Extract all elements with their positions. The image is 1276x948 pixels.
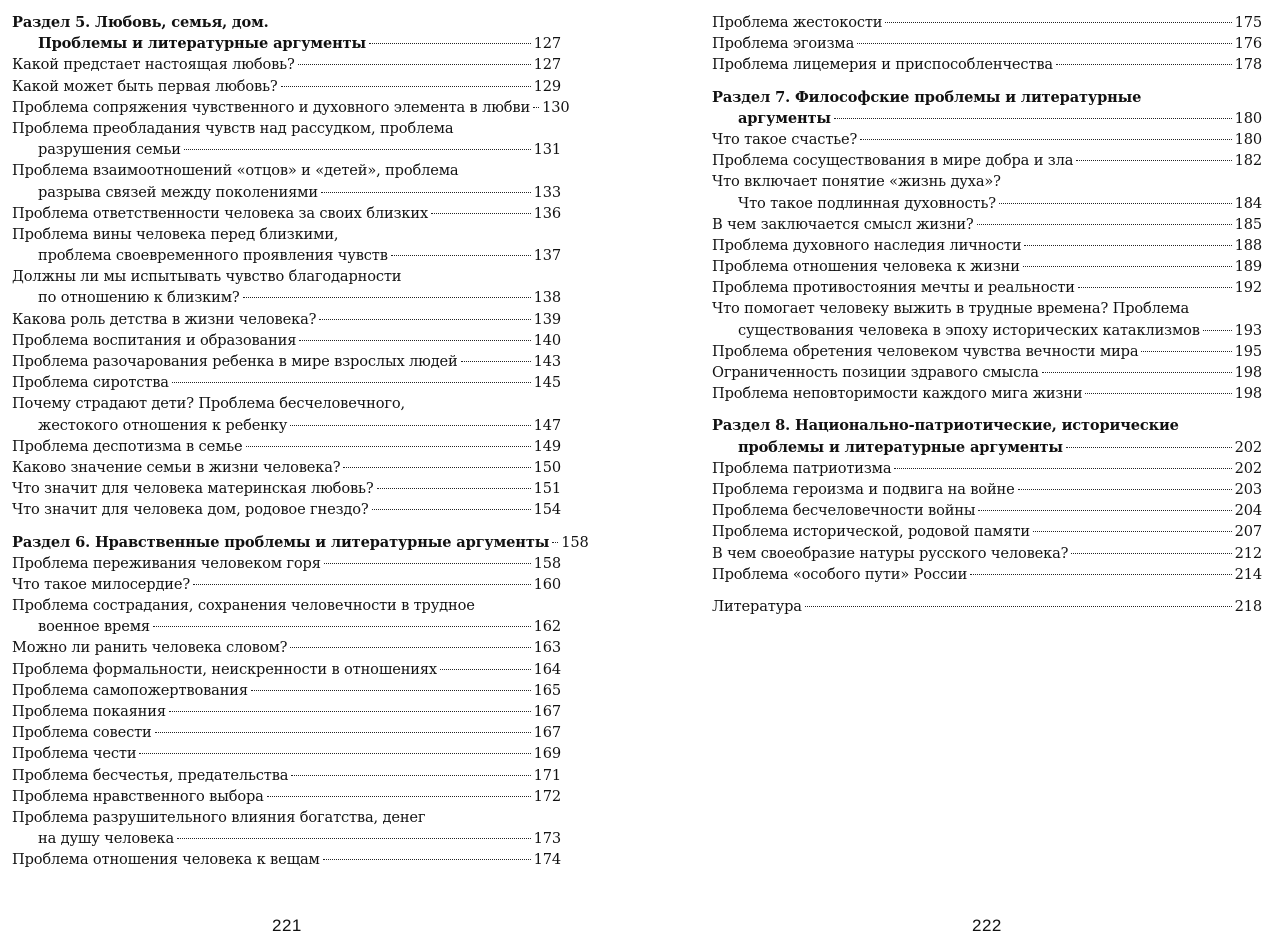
- toc-entry-title: Проблема совести: [12, 724, 152, 742]
- toc-entry-title: Что значит для человека материнская любовь?: [12, 480, 374, 498]
- toc-page-number: 182: [1234, 152, 1262, 170]
- toc-entry-title: Что значит для человека дом, родовое гнездо?: [12, 501, 369, 519]
- toc-page-number: 172: [533, 787, 561, 805]
- dot-leader: [978, 510, 1231, 511]
- toc-entry[interactable]: [12, 765, 561, 786]
- toc-entry[interactable]: [712, 362, 1262, 383]
- toc-entry[interactable]: [12, 499, 561, 520]
- toc-page-number: 164: [533, 660, 561, 678]
- toc-entry-title: Что такое подлинная духовность?: [738, 194, 996, 212]
- toc-page-number: 137: [533, 247, 561, 265]
- toc-entry-title: Проблема лицемерия и приспособленчества: [712, 56, 1053, 74]
- toc-page-number: 167: [533, 724, 561, 742]
- toc-entry-title: Проблема противостояния мечты и реальности: [712, 279, 1075, 297]
- toc-entry[interactable]: [12, 160, 561, 202]
- toc-section-heading[interactable]: [712, 87, 1262, 129]
- toc-page-number: 204: [1234, 502, 1262, 520]
- toc-entry-title: Почему страдают дети? Проблема бесчеловечного,: [12, 395, 406, 413]
- toc-entry-title: Проблема бесчестья, предательства: [12, 766, 289, 784]
- dot-leader: [1071, 553, 1231, 554]
- toc-entry-title: Проблема отношения человека к жизни: [712, 258, 1020, 276]
- toc-entry-title: Проблема исторической, родовой памяти: [712, 523, 1030, 541]
- toc-page-number: 189: [1234, 258, 1262, 276]
- toc-entry-title: Проблема формальности, неискренности в отношениях: [12, 660, 438, 678]
- toc-page-number: 193: [1234, 321, 1262, 339]
- toc-page-number: 158: [533, 554, 561, 572]
- dot-leader: [977, 224, 1232, 225]
- toc-page-number: 198: [1234, 385, 1262, 403]
- toc-entry[interactable]: [712, 543, 1262, 564]
- dot-leader: [440, 669, 531, 670]
- toc-entry-title: проблемы и литературные аргументы: [738, 438, 1063, 456]
- dot-leader: [372, 509, 531, 510]
- toc-page-number: 185: [1234, 215, 1262, 233]
- toc-entry-title: Проблема деспотизма в семье: [12, 437, 243, 455]
- dot-leader: [461, 361, 531, 362]
- toc-entry-title: разрушения семьи: [38, 141, 181, 159]
- dot-leader: [431, 213, 531, 214]
- dot-leader: [1078, 287, 1232, 288]
- toc-page-number: 188: [1234, 236, 1262, 254]
- toc-entry-title: Что помогает человеку выжить в трудные времена? Проблема: [712, 300, 1190, 318]
- dot-leader: [290, 425, 530, 426]
- section-spacer: [12, 521, 561, 532]
- toc-entry-title: Проблема покаяния: [12, 703, 166, 720]
- dot-leader: [1066, 447, 1232, 448]
- toc-page-number: 180: [1234, 109, 1262, 127]
- toc-page-number: 212: [1234, 544, 1262, 562]
- toc-page-number: 145: [533, 374, 561, 392]
- toc-page-number: 133: [533, 183, 561, 201]
- toc-entry[interactable]: [12, 330, 561, 351]
- toc-entry-title: Каково значение семьи в жизни человека?: [12, 458, 341, 476]
- dot-leader: [1018, 489, 1232, 490]
- toc-entry-title: Что такое милосердие?: [12, 575, 191, 593]
- toc-entry[interactable]: [712, 150, 1262, 171]
- dot-leader: [860, 139, 1231, 140]
- dot-leader: [1085, 393, 1231, 394]
- toc-entry[interactable]: [12, 743, 561, 764]
- dot-leader: [391, 255, 531, 256]
- toc-entry[interactable]: [712, 383, 1262, 404]
- toc-entry[interactable]: [12, 76, 561, 97]
- toc-entry-title: Проблема обретения человеком чувства вечности мира: [712, 342, 1139, 360]
- toc-entry-title: Проблема чести: [12, 745, 137, 763]
- toc-page-number: 149: [533, 437, 561, 455]
- toc-entry-title: Проблема сиротства: [12, 374, 169, 392]
- toc-entry-title: Проблема переживания человеком горя: [12, 554, 321, 572]
- toc-entry[interactable]: [12, 309, 561, 330]
- toc-page-number: 207: [1234, 523, 1262, 541]
- toc-entry[interactable]: [712, 277, 1262, 298]
- dot-leader: [857, 43, 1231, 44]
- toc-entry[interactable]: [12, 574, 561, 595]
- toc-entry-title: Проблема воспитания и образования: [12, 331, 297, 349]
- toc-page-number: 198: [1234, 364, 1262, 381]
- toc-page-number: 160: [533, 575, 561, 593]
- toc-page-number: 178: [1234, 56, 1262, 74]
- dot-leader: [999, 203, 1232, 204]
- dot-leader: [169, 711, 531, 712]
- toc-entry-title: Проблема «особого пути» России: [712, 565, 968, 583]
- toc-entry-title: проблема своевременного проявления чувств: [38, 247, 388, 265]
- toc-entry[interactable]: [12, 203, 561, 224]
- toc-entry[interactable]: [12, 553, 561, 574]
- dot-leader: [1203, 330, 1232, 331]
- toc-section-heading[interactable]: [712, 415, 1262, 457]
- toc-entry-title: Что такое счастье?: [712, 130, 858, 148]
- toc-entry-title: жестокого отношения к ребенку: [38, 416, 288, 434]
- toc-page-number: 202: [1234, 459, 1262, 477]
- dot-leader: [298, 64, 531, 65]
- toc-page-number: 175: [1234, 14, 1262, 31]
- toc-entry-title: Проблема сосуществования в мире добра и зла: [712, 152, 1074, 170]
- toc-page-number: 203: [1234, 480, 1262, 498]
- toc-entry-title: Раздел 5. Любовь, семья, дом.: [12, 14, 269, 31]
- section-spacer: [712, 76, 1262, 87]
- toc-page-number: 138: [533, 289, 561, 307]
- toc-entry-title: разрыва связей между поколениями: [38, 183, 318, 201]
- toc-entry[interactable]: [712, 500, 1262, 521]
- right-page-toc: [712, 12, 1262, 617]
- dot-leader: [552, 542, 558, 543]
- toc-entry-title: на душу человека: [38, 830, 175, 848]
- toc-entry-title: В чем заключается смысл жизни?: [712, 215, 974, 233]
- toc-entry-title: Проблема взаимоотношений «отцов» и «детей», проблема: [12, 162, 459, 180]
- toc-entry[interactable]: [712, 298, 1262, 340]
- left-page-number: 221: [272, 916, 302, 935]
- toc-entry-title: Проблема самопожертвования: [12, 681, 248, 699]
- toc-page-number: 162: [533, 618, 561, 636]
- dot-leader: [251, 690, 531, 691]
- toc-entry[interactable]: [12, 224, 561, 266]
- toc-page-number: 143: [533, 353, 561, 370]
- toc-entry[interactable]: [712, 521, 1262, 542]
- toc-page-number: 163: [533, 639, 561, 657]
- dot-leader: [1042, 372, 1232, 373]
- toc-entry-title: Раздел 8. Национально-патриотические, исторические: [712, 417, 1179, 435]
- toc-page-number: 147: [533, 416, 561, 434]
- toc-entry-title: Ограниченность позиции здравого смысла: [712, 364, 1039, 381]
- toc-entry-title: Литература: [712, 597, 802, 615]
- toc-page-number: 176: [1234, 35, 1262, 53]
- toc-page-number: 218: [1234, 597, 1262, 615]
- toc-page-number: 150: [533, 458, 561, 476]
- toc-entry-title: Можно ли ранить человека словом?: [12, 639, 288, 657]
- toc-entry[interactable]: [712, 129, 1262, 150]
- toc-entry-title: Проблемы и литературные аргументы: [38, 35, 366, 53]
- toc-entry-title: Раздел 6. Нравственные проблемы и литературные аргументы: [12, 533, 550, 551]
- dot-leader: [323, 859, 531, 860]
- toc-entry[interactable]: [12, 118, 561, 160]
- toc-entry[interactable]: [12, 393, 561, 435]
- right-page-number: 222: [972, 916, 1002, 935]
- dot-leader: [299, 340, 530, 341]
- toc-entry-title: военное время: [38, 618, 150, 636]
- toc-entry[interactable]: [12, 478, 561, 499]
- toc-entry-title: Проблема отношения человека к вещам: [12, 851, 320, 869]
- toc-entry[interactable]: [712, 54, 1262, 75]
- dot-leader: [281, 86, 531, 87]
- toc-entry-title: аргументы: [738, 109, 831, 127]
- dot-leader: [894, 468, 1231, 469]
- dot-leader: [885, 22, 1231, 23]
- dot-leader: [267, 796, 531, 797]
- dot-leader: [153, 626, 531, 627]
- dot-leader: [1056, 64, 1232, 65]
- dot-leader: [243, 297, 531, 298]
- toc-entry-title: Проблема разочарования ребенка в мире взрослых людей: [12, 353, 458, 370]
- toc-entry-title: существования человека в эпоху исторических катаклизмов: [738, 321, 1200, 339]
- toc-entry[interactable]: [712, 12, 1262, 33]
- toc-entry-title: Проблема бесчеловечности войны: [712, 502, 976, 520]
- dot-leader: [533, 107, 539, 108]
- dot-leader: [369, 43, 531, 44]
- toc-page-number: 192: [1234, 279, 1262, 297]
- toc-entry[interactable]: [12, 266, 561, 308]
- toc-entry[interactable]: [712, 235, 1262, 256]
- toc-entry-title: Какой может быть первая любовь?: [12, 77, 278, 95]
- section-spacer: [712, 585, 1262, 596]
- dot-leader: [970, 574, 1231, 575]
- toc-entry[interactable]: [12, 595, 561, 637]
- dot-leader: [246, 446, 531, 447]
- toc-entry[interactable]: [12, 786, 561, 807]
- toc-page-number: 140: [533, 331, 561, 349]
- toc-page-number: 129: [533, 77, 561, 95]
- toc-page-number: 169: [533, 745, 561, 763]
- toc-entry[interactable]: [12, 722, 561, 743]
- toc-entry[interactable]: [712, 596, 1262, 617]
- toc-entry[interactable]: [12, 807, 561, 849]
- toc-entry-title: В чем своеобразие натуры русского человека?: [712, 544, 1069, 562]
- toc-entry-title: по отношению к близким?: [38, 289, 240, 307]
- toc-entry-title: Проблема эгоизма: [712, 35, 855, 53]
- dot-leader: [1141, 351, 1231, 352]
- toc-page-number: 151: [533, 480, 561, 498]
- toc-page-number: 154: [533, 501, 561, 519]
- toc-entry[interactable]: [712, 458, 1262, 479]
- left-page-toc: [12, 12, 589, 871]
- dot-leader: [805, 606, 1232, 607]
- toc-entry[interactable]: [712, 564, 1262, 585]
- toc-page-number: 139: [533, 310, 561, 328]
- toc-page-number: 202: [1234, 438, 1262, 456]
- toc-page-number: 174: [533, 851, 561, 869]
- toc-entry-title: Проблема преобладания чувств над рассудком, проблема: [12, 119, 454, 137]
- dot-leader: [834, 118, 1232, 119]
- toc-entry-title: Проблема жестокости: [712, 14, 883, 31]
- toc-section-heading[interactable]: [12, 12, 561, 54]
- dot-leader: [193, 584, 531, 585]
- dot-leader: [1024, 245, 1231, 246]
- toc-page-number: 158: [561, 533, 589, 551]
- toc-page-number: 130: [542, 98, 570, 116]
- dot-leader: [184, 149, 531, 150]
- toc-page-number: 184: [1234, 194, 1262, 212]
- toc-entry[interactable]: [712, 171, 1262, 213]
- toc-entry[interactable]: [12, 436, 561, 457]
- toc-page-number: 167: [533, 703, 561, 720]
- toc-entry-title: Должны ли мы испытывать чувство благодарности: [12, 268, 402, 286]
- toc-page-number: 127: [533, 56, 561, 74]
- toc-entry[interactable]: [12, 637, 561, 658]
- dot-leader: [1076, 160, 1231, 161]
- toc-entry[interactable]: [12, 457, 561, 478]
- dot-leader: [290, 647, 530, 648]
- dot-leader: [324, 563, 531, 564]
- toc-entry[interactable]: [712, 341, 1262, 362]
- toc-entry[interactable]: [12, 849, 561, 870]
- dot-leader: [377, 488, 531, 489]
- toc-entry-title: Проблема нравственного выбора: [12, 787, 264, 805]
- toc-entry-title: Проблема ответственности человека за своих близких: [12, 204, 429, 222]
- dot-leader: [172, 382, 531, 383]
- toc-section-heading[interactable]: [12, 532, 589, 553]
- toc-entry[interactable]: [12, 97, 570, 118]
- toc-entry-title: Проблема разрушительного влияния богатства, денег: [12, 808, 426, 826]
- section-spacer: [712, 404, 1262, 415]
- dot-leader: [139, 753, 530, 754]
- toc-entry-title: Проблема вины человека перед близкими,: [12, 225, 339, 243]
- toc-entry[interactable]: [12, 351, 561, 372]
- toc-entry-title: Какой предстает настоящая любовь?: [12, 56, 295, 74]
- toc-entry-title: Проблема духовного наследия личности: [712, 236, 1022, 254]
- toc-page-number: 214: [1234, 565, 1262, 583]
- toc-page-number: 131: [533, 141, 561, 159]
- toc-entry[interactable]: [12, 680, 561, 701]
- toc-entry-title: Проблема сострадания, сохранения человечности в трудное: [12, 597, 475, 615]
- dot-leader: [177, 838, 531, 839]
- toc-entry-title: Проблема неповторимости каждого мига жизни: [712, 385, 1083, 403]
- toc-entry-title: Что включает понятие «жизнь духа»?: [712, 173, 1001, 191]
- toc-entry[interactable]: [12, 372, 561, 393]
- toc-entry[interactable]: [712, 214, 1262, 235]
- dot-leader: [343, 467, 530, 468]
- toc-entry-title: Проблема героизма и подвига на войне: [712, 480, 1015, 498]
- dot-leader: [291, 775, 530, 776]
- toc-page-number: 180: [1234, 130, 1262, 148]
- dot-leader: [155, 732, 531, 733]
- toc-page-number: 173: [533, 830, 561, 848]
- toc-entry-title: Проблема сопряжения чувственного и духовного элемента в любви: [12, 98, 531, 116]
- toc-entry[interactable]: [12, 54, 561, 75]
- dot-leader: [1033, 531, 1232, 532]
- dot-leader: [319, 319, 530, 320]
- toc-entry[interactable]: [12, 701, 561, 722]
- toc-entry[interactable]: [712, 479, 1262, 500]
- toc-page-number: 165: [533, 681, 561, 699]
- toc-page-number: 127: [533, 35, 561, 53]
- toc-entry[interactable]: [712, 33, 1262, 54]
- toc-page-number: 195: [1234, 342, 1262, 360]
- toc-entry-title: Какова роль детства в жизни человека?: [12, 310, 317, 328]
- dot-leader: [321, 192, 531, 193]
- toc-entry-title: Раздел 7. Философские проблемы и литературные: [712, 88, 1142, 106]
- toc-entry-title: Проблема патриотизма: [712, 459, 892, 477]
- toc-entry[interactable]: [12, 659, 561, 680]
- dot-leader: [1023, 266, 1232, 267]
- toc-page-number: 171: [533, 766, 561, 784]
- toc-page-number: 136: [533, 204, 561, 222]
- toc-entry[interactable]: [712, 256, 1262, 277]
